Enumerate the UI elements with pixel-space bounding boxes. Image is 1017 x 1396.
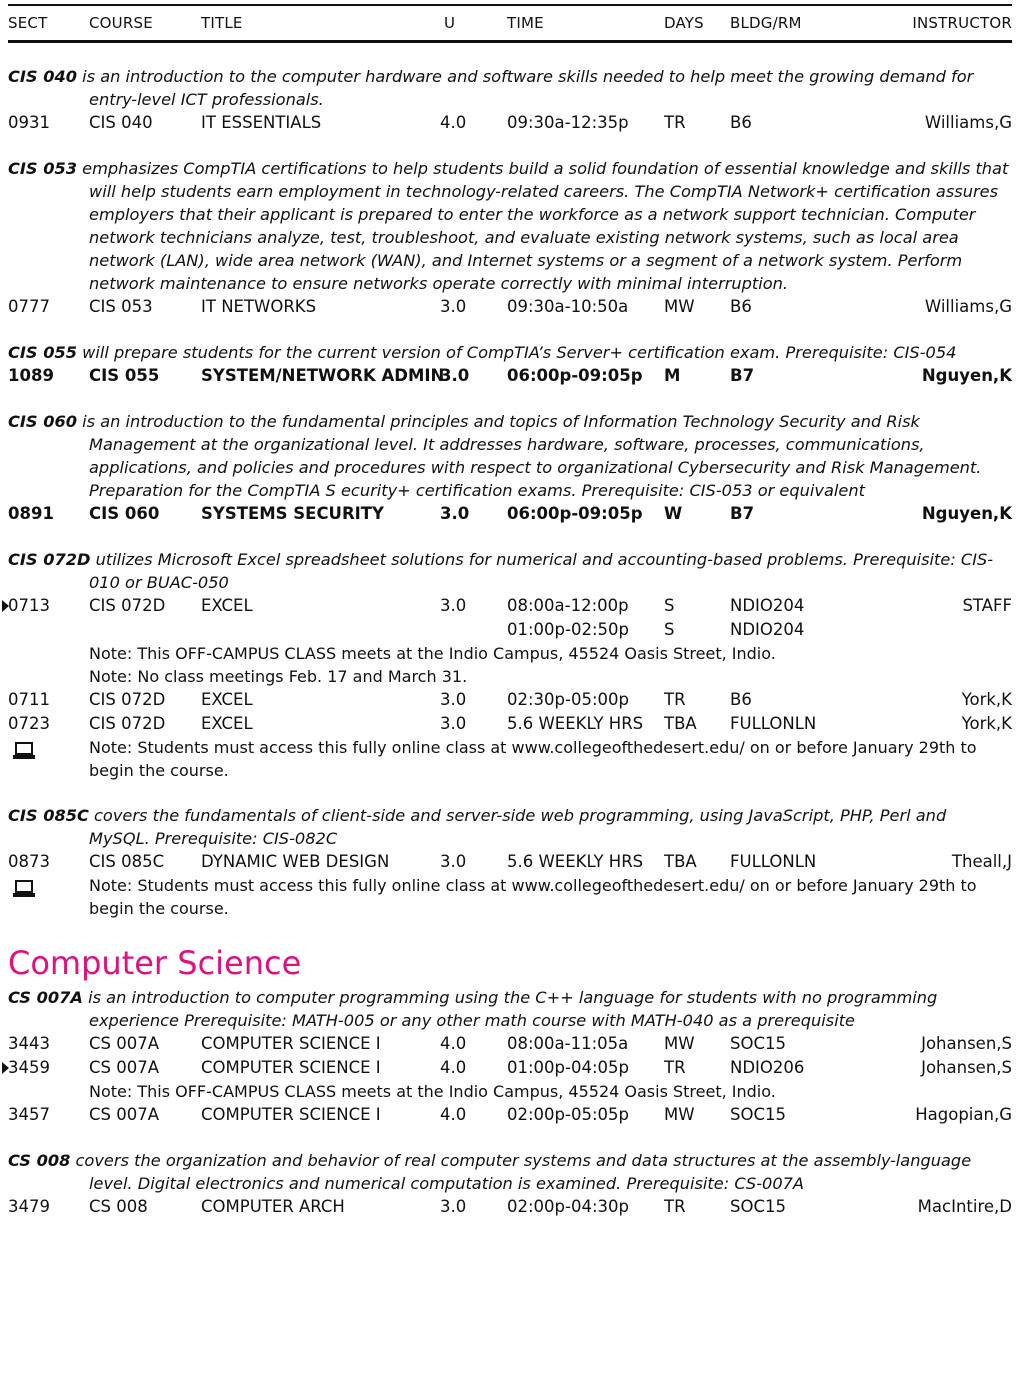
header-bldg: BLDG/RM [730,14,802,32]
course-code: CIS 060 [8,412,77,431]
units: 3.0 [440,297,467,316]
sect: 3443 [8,1034,50,1053]
bldg: B7 [730,504,755,523]
days: TR [664,690,686,709]
description-text: covers the organization and behavior of real computer systems and data structures at the assembly-language level. Digital electronics and numerical computation is examined. Prerequisite: CS-007A [70,1151,972,1193]
time: 02:00p-05:05p [507,1105,630,1124]
units: 3.0 [440,504,470,523]
time: 01:00p-02:50p [507,620,630,639]
instructor: Hagopian,G [915,1105,1012,1124]
days: S [664,596,675,615]
course-code: CIS 085C [8,806,89,825]
course-block-cis072d [8,548,1012,782]
time: 5.6 WEEKLY HRS [507,852,644,871]
online-note [8,736,1012,782]
section-row [8,111,1012,135]
course-code: CIS 040 [8,67,77,86]
title: COMPUTER SCIENCE I [201,1105,381,1124]
sect: 0711 [8,690,50,709]
units: 4.0 [440,113,467,132]
instructor: Theall,J [951,852,1012,871]
days: MW [664,1105,695,1124]
section-row [8,712,1012,736]
bldg: B6 [730,297,752,316]
course-block-cis060 [8,410,1012,526]
title: EXCEL [201,690,253,709]
time: 09:30a-12:35p [507,113,629,132]
bldg: B6 [730,113,752,132]
section-row [8,1032,1012,1056]
units: 3.0 [440,366,470,385]
title: EXCEL [201,714,253,733]
units: 4.0 [440,1058,467,1077]
header-units: U [444,14,456,32]
section-row [8,364,1012,388]
bldg: FULLONLN [730,714,817,733]
units: 3.0 [440,714,467,733]
bldg: NDIO204 [730,620,805,639]
units: 4.0 [440,1034,467,1053]
section-note: Note: No class meetings Feb. 17 and March 31. [89,667,468,686]
laptop-icon [13,880,35,904]
header-course: COURSE [89,14,153,32]
course-description [8,157,1012,295]
instructor: MacIntire,D [917,1197,1012,1216]
course: CIS 085C [89,852,165,871]
course: CIS 055 [89,366,160,385]
title: COMPUTER SCIENCE I [201,1034,381,1053]
time: 02:30p-05:00p [507,690,630,709]
course-block-cis053 [8,157,1012,319]
section-row [8,502,1012,526]
course: CIS 072D [89,714,166,733]
title: SYSTEMS SECURITY [201,504,384,523]
bldg: B7 [730,366,755,385]
course-code: CS 008 [8,1151,71,1170]
course-code: CS 007A [8,988,83,1007]
column-header [8,4,1012,43]
days: MW [664,1034,695,1053]
sect: 3479 [8,1197,50,1216]
section-row [8,1195,1012,1219]
sect: 0777 [8,297,50,316]
course: CS 007A [89,1058,160,1077]
days: M [664,366,681,385]
course: CIS 072D [89,690,166,709]
days: TR [664,1197,686,1216]
description-text: is an introduction to the computer hardware and software skills needed to help meet the growing demand for entry-level ICT professionals. [77,67,974,109]
description-text: utilizes Microsoft Excel spreadsheet solutions for numerical and accounting-based problems. Prerequisite: CIS-010 or BUAC-050 [89,550,994,592]
sect: 0931 [8,113,50,132]
section-note: Note: This OFF-CAMPUS CLASS meets at the Indio Campus, 45524 Oasis Street, Indio. [89,1082,776,1101]
bldg: SOC15 [730,1034,786,1053]
time: 01:00p-04:05p [507,1058,630,1077]
section-title: Computer Science [8,944,302,982]
instructor: Johansen,S [921,1058,1012,1077]
units: 3.0 [440,1197,467,1216]
units: 3.0 [440,852,467,871]
title: IT ESSENTIALS [201,113,322,132]
instructor: Williams,G [924,297,1012,316]
bldg: SOC15 [730,1197,786,1216]
course-code: CIS 072D [8,550,91,569]
bldg: NDIO204 [730,596,805,615]
course-block-cis055 [8,341,1012,388]
course-block-cs007a [8,986,1012,1127]
instructor: York,K [961,690,1012,709]
time: 06:00p-09:05p [507,366,643,385]
bldg: B6 [730,690,752,709]
section-row [8,688,1012,712]
course-description [8,986,1012,1032]
instructor: Johansen,S [921,1034,1012,1053]
instructor: Nguyen,K [921,366,1012,385]
header-title: TITLE [201,14,243,32]
description-text: is an introduction to computer programming using the C++ language for students with no programming experience Prerequisite: MATH-005 or any other math course with MATH-040 as a prerequisite [82,988,938,1030]
course: CIS 060 [89,504,160,523]
course-description [8,548,1012,594]
time: 08:00a-12:00p [507,596,629,615]
sect: 3457 [8,1105,50,1124]
section-row [8,1103,1012,1127]
laptop-icon [13,742,35,766]
sect: 0713 [8,596,50,615]
sect: 0873 [8,852,50,871]
course: CS 008 [89,1197,148,1216]
course: CS 007A [89,1105,160,1124]
sect: 1089 [8,366,54,385]
sect: 0891 [8,504,54,523]
units: 3.0 [440,690,467,709]
title: EXCEL [201,596,253,615]
instructor: York,K [961,714,1012,733]
course: CIS 040 [89,113,153,132]
course: CS 007A [89,1034,160,1053]
course-description [8,804,1012,850]
header-sect: SECT [8,14,48,32]
section-note: Note: This OFF-CAMPUS CLASS meets at the Indio Campus, 45524 Oasis Street, Indio. [89,644,776,663]
days: MW [664,297,695,316]
bldg: SOC15 [730,1105,786,1124]
sect: 0723 [8,714,50,733]
instructor: Williams,G [924,113,1012,132]
description-text: will prepare students for the current version of CompTIA’s Server+ certification exam. Prerequisite: CIS-054 [77,343,957,362]
instructor: Nguyen,K [921,504,1012,523]
section-row [8,594,1012,618]
time: 09:30a-10:50a [507,297,629,316]
days: TR [664,113,686,132]
time: 02:00p-04:30p [507,1197,630,1216]
title: DYNAMIC WEB DESIGN [201,852,390,871]
days: TBA [664,852,697,871]
course-description [8,65,1012,111]
header-time: TIME [507,14,544,32]
section-row-continued [8,618,1012,642]
note-text: Note: Students must access this fully online class at www.collegeofthedesert.edu/ on or before January 29th to begin the course. [89,738,977,780]
schedule-page [8,0,1012,1219]
course-block-cis085c [8,804,1012,920]
course-code: CIS 055 [8,343,77,362]
units: 3.0 [440,596,467,615]
section-row [8,850,1012,874]
course-description [8,341,1012,364]
course-block-cis040 [8,65,1012,135]
days: W [664,504,683,523]
online-note [8,874,1012,920]
days: TBA [664,714,697,733]
sect: 3459 [8,1058,50,1077]
description-text: is an introduction to the fundamental principles and topics of Information Technology Security and Risk Management at the organizational level. It addresses hardware, software, processes, communications, applications, and policies and procedures with respect to organizational Cybersecurity and Risk Management. Preparation for the CompTIA S ecurity+ certification exams. Prerequisite: CIS-053 or equivalent [77,412,982,500]
title: IT NETWORKS [201,297,317,316]
course: CIS 072D [89,596,166,615]
days: TR [664,1058,686,1077]
section-row [8,295,1012,319]
title: SYSTEM/NETWORK ADMIN [201,366,445,385]
description-text: emphasizes CompTIA certifications to help students build a solid foundation of essential knowledge and skills that will help students earn employment in technology-related careers. The CompTIA Network+ certification assures employers that their applicant is prepared to enter the workforce as a network support technician. Computer network technicians analyze, test, troubleshoot, and evaluate existing network systems, such as local area network (LAN), wide area network (WAN), and Internet systems or a segment of a network system. Perform network maintenance to ensure networks operate correctly with minimal interruption. [77,159,1009,293]
time: 06:00p-09:05p [507,504,643,523]
bldg: NDIO206 [730,1058,805,1077]
header-days: DAYS [664,14,704,32]
course-block-cs008 [8,1149,1012,1219]
units: 4.0 [440,1105,467,1124]
days: S [664,620,675,639]
note-text: Note: Students must access this fully online class at www.collegeofthedesert.edu/ on or before January 29th to begin the course. [89,876,977,918]
course-description [8,1149,1012,1195]
bldg: FULLONLN [730,852,817,871]
header-instructor: INSTRUCTOR [912,14,1012,32]
section-row [8,1056,1012,1080]
course: CIS 053 [89,297,153,316]
instructor: STAFF [962,596,1012,615]
time: 5.6 WEEKLY HRS [507,714,644,733]
description-text: covers the fundamentals of client-side and server-side web programming, using JavaScript, PHP, Perl and MySQL. Prerequisite: CIS-082C [88,806,947,848]
course-description [8,410,1012,502]
course-code: CIS 053 [8,159,77,178]
title: COMPUTER ARCH [201,1197,345,1216]
time: 08:00a-11:05a [507,1034,629,1053]
title: COMPUTER SCIENCE I [201,1058,381,1077]
